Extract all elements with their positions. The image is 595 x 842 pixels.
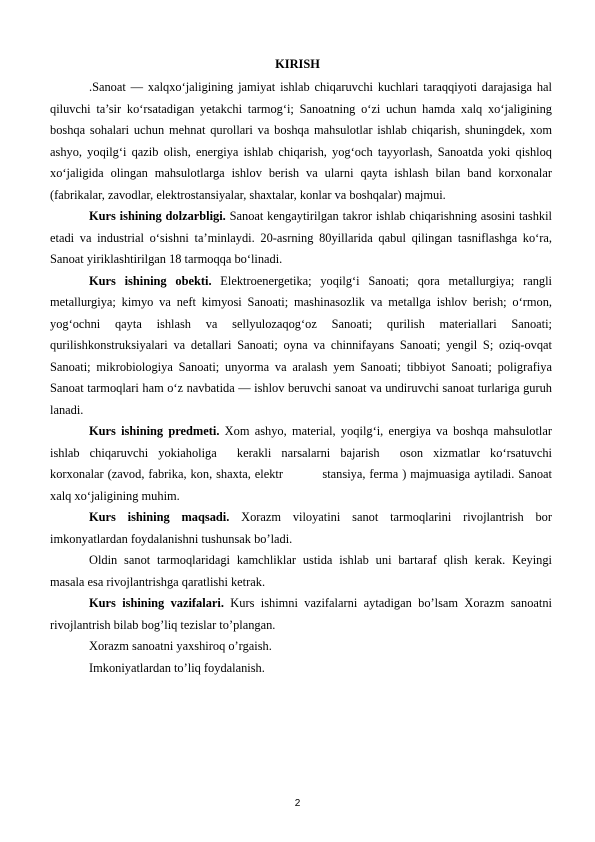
page-title: KIRISH: [275, 57, 320, 71]
paragraph-item-2: Imkoniyatlardan to’liq foydalanish.: [89, 660, 265, 675]
section-heading: Kurs ishining predmeti.: [89, 424, 220, 438]
section-heading: Kurs ishining vazifalari.: [89, 596, 224, 610]
paragraph-vazifalari: Kurs ishining vazifalari. Kurs ishimni vazifalarni aytadigan bo’lsam Xorazm sanoatni rivojlantrish bilab bog’liq tezislar to’plangan.: [50, 596, 552, 632]
section-heading: Kurs ishining maqsadi.: [89, 510, 230, 524]
paragraph-dolzarbligi: Kurs ishining dolzarbligi. Sanoat kengaytirilgan takror ishlab chiqarishning asosini tashkil etadi va industrial o‘sishni ta’minlaydi. 20-asrning 80yillarida qabul qilingan tasniflashga ko‘ra, Sanoat yiriklashtirilgan 18 tarmoqqa bo‘linadi.: [50, 209, 552, 266]
paragraph-obekti: Kurs ishining obekti. Elektroenergetika; yoqilg‘i Sanoati; qora metallurgiya; rangli metallurgiya; kimyo va neft kimyosi Sanoati; mashinasozlik va metallga ishlov berish; o‘rmon, yog‘ochni qayta ishlash va sellyulozaqog‘oz Sanoati; qurilish materiallari Sanoati; qurilishkonstruksiyalari va detallari Sanoati; oyna va chinnifayans Sanoati; yengil S; oziq-ovqat Sanoati; mikrobiologiya Sanoati; unyorma va aralash yem Sanoati; tibbiyot Sanoati; poligrafiya Sanoat tarmoqlari ham o‘z navbatida — ishlov beruvchi sanoat va undiruvchi sanoat turlariga guruh lanadi.: [50, 273, 552, 417]
section-heading: Kurs ishining dolzarbligi.: [89, 209, 226, 223]
paragraph-predmeti: Kurs ishining predmeti. Xom ashyo, material, yoqilg‘i, energiya va boshqa mahsulotlar ishlab chiqaruvchi yokiaholiga kerakli narsalarni bajarish oson xizmatlar ko‘rsatuvchi korxonalar (zavod, fabrika, kon, shaxta, elektr stansiya, ferma ) majmuasiga aytiladi. Sanoat xalq xo‘jaligining muhim.: [50, 424, 583, 503]
paragraph-item-1: Xorazm sanoatni yaxshiroq o’rgaish.: [89, 639, 272, 653]
page-number: 2: [294, 798, 301, 809]
section-heading: Kurs ishining obekti.: [89, 273, 212, 288]
paragraph-oldin: Oldin sanot tarmoqlaridagi kamchliklar ustida ishlab uni bartaraf qlish kerak. Keyingi masala esa rivojlantrishga qaratlishi ketrak.: [50, 553, 552, 589]
paragraph-maqsadi: Kurs ishining maqsadi. Xorazm viloyatini sanot tarmoqlarini rivojlantrish bor imkonyatlardan foydalanishni tushunsak bo’ladi.: [50, 510, 552, 546]
paragraph-intro: .Sanoat — xalqxo‘jaligining jamiyat ishlab chiqaruvchi kuchlari taraqqiyoti darajasiga hal qiluvchi ta’sir ko‘rsatadigan yetakchi tarmog‘i; Sanoatning o‘zi uchun hamda xalq xo‘jaligining boshqa sohalari uchun mehnat qurollari va boshqa mahsulotlar ishlab chiqarish, shuningdek, xom ashyo, yoqilg‘i qazib olish, energiya ishlab chiqarish, yog‘och tayyorlash, Sanoatda yoki qishloq xo‘jaligida olingan mahsulotlarga ishlov berish va ularni qayta ishlash bilan band korxonalar (fabrikalar, zavodlar, elektrostansiyalar, shaxtalar, konlar va boshqalar) majmui.: [50, 80, 552, 202]
document-body: [50, 77, 583, 679]
